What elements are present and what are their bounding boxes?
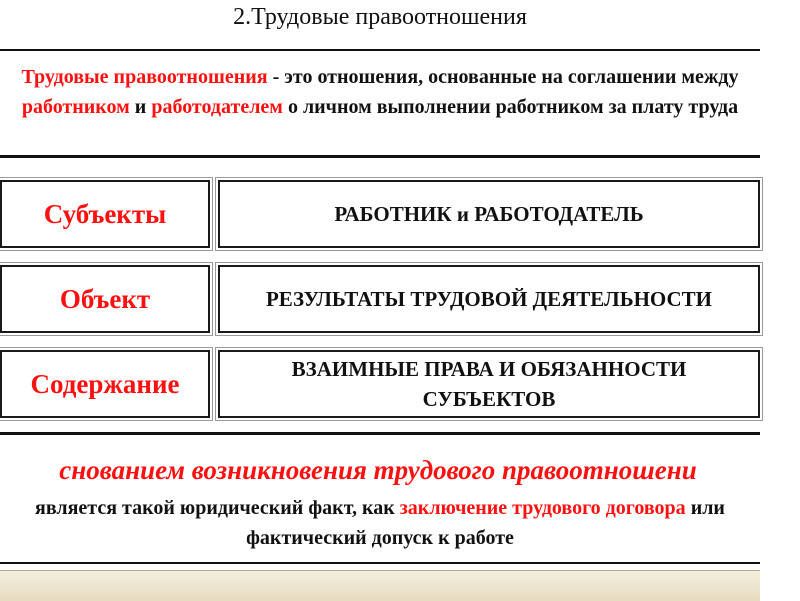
- definition-employee: работником: [21, 96, 130, 118]
- basis-heading: снованием возникновения трудового правоотношени: [59, 455, 697, 485]
- row-label-subjects: Субъекты: [0, 180, 210, 248]
- definition-text: [0, 62, 760, 122]
- row-value-object: РЕЗУЛЬТАТЫ ТРУДОВОЙ ДЕЯТЕЛЬНОСТИ: [218, 265, 760, 333]
- definition-text-part2: о личном выполнении работником за плату труда: [282, 96, 739, 118]
- row-value-subjects: РАБОТНИК и РАБОТОДАТЕЛЬ: [218, 180, 760, 248]
- row-label-object: Объект: [0, 265, 210, 333]
- page-title: 2.Трудовые правоотношения: [233, 4, 527, 30]
- definition-term: Трудовые правоотношения: [21, 66, 268, 88]
- row-label-content: Содержание: [0, 350, 210, 418]
- divider: [0, 155, 760, 158]
- basis-text-part2: или фактический допуск к работе: [246, 497, 725, 549]
- definition-employer: работодателем: [151, 96, 283, 118]
- row-value-content: ВЗАИМНЫЕ ПРАВА И ОБЯЗАННОСТИ СУБЪЕКТОВ: [218, 350, 760, 418]
- basis-text: [0, 493, 760, 553]
- divider: [0, 49, 760, 51]
- definition-and: и: [129, 96, 152, 118]
- basis-contract: заключение трудового договора: [399, 497, 686, 519]
- footer-band: [0, 570, 760, 601]
- basis-text-part1: является такой юридический факт, как: [35, 497, 400, 519]
- divider: [0, 432, 760, 435]
- definition-text-part1: - это отношения, основанные на соглашении между: [267, 66, 739, 88]
- divider: [0, 562, 760, 564]
